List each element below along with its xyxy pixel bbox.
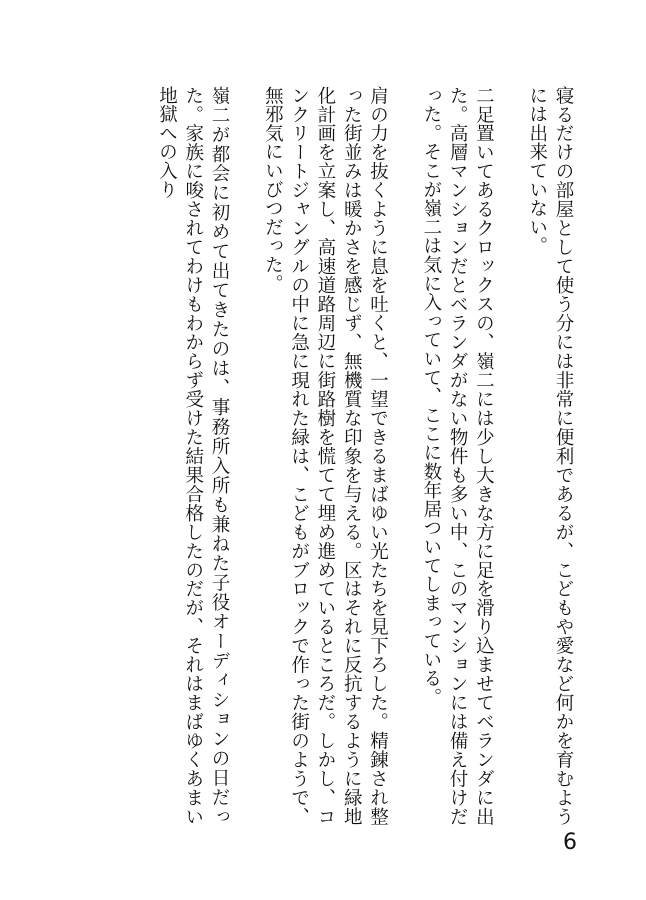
paragraph-4: 嶺二が都会に初めて出てきたのは、事務所入所も兼ねた子役オーディションの日だった。家族に唆されてわけもわからず受けた結果合格したのだが、それはまばゆくあまい地獄への入り <box>156 86 231 826</box>
page-number: 6 <box>563 830 577 855</box>
paragraph-2: 二足置いてあるクロックスの、嶺二には少し大きな方に足を滑り込ませてベランダに出た。高層マンションだとベランダがない物件も多い中、このマンションには備え付けだった。そこが嶺二は気に入っていて、ここに数年居ついてしまっている。 <box>420 86 495 826</box>
paragraph-3: 肩の力を抜くように息を吐くと、一望できるまばゆい光たちを見下ろした。精錬され整った街並みは暖かさを感じず、無機質な印象を与える。区はそれに反抗するように緑地化計画を立案し、高速道路周辺に街路樹を慌てて埋め進めているところだ。しかし、コンクリートジャングルの中に急に現れた緑は、こどもがブロックで作った街のようで、無邪気にいびつだった。 <box>262 86 389 826</box>
vertical-text-body <box>153 86 576 826</box>
paragraph-1: 寝るだけの部屋として使う分には非常に便利であるが、こどもや愛など何かを育むようには出来ていない。 <box>526 86 574 826</box>
